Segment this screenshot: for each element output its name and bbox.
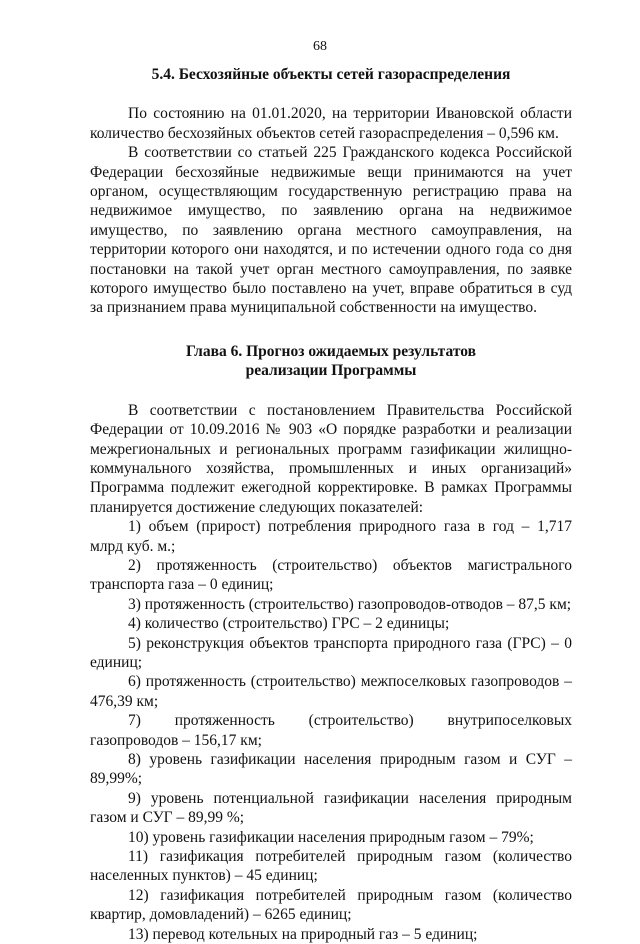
list-item: 9) уровень потенциальной газификации населения природным газом и СУГ – 89,99 %; [90, 789, 572, 827]
list-item: 8) уровень газификации населения природным газом и СУГ – 89,99%; [90, 751, 572, 788]
paragraph: По состоянию на 01.01.2020, на территории Ивановской области количество бесхозяйных объектов сетей газораспределения – 0,596 км. [90, 105, 572, 142]
list-item: 11) газификация потребителей природным газом (количество населенных пунктов) – 45 единиц; [90, 848, 572, 885]
list-item: 3) протяженность (строительство) газопроводов-отводов – 87,5 км; [128, 595, 572, 613]
list-item: 12) газификация потребителей природным газом (количество квартир, домовладений) – 6265 единиц; [90, 886, 572, 924]
list-item: 6) протяженность (строительство) межпоселковых газопроводов – 476,39 км; [90, 673, 572, 710]
list-item: 2) протяженность (строительство) объектов магистрального транспорта газа – 0 единиц; [90, 556, 572, 594]
page-content [90, 58, 572, 944]
section-title: 5.4. Бесхозяйные объекты сетей газораспределения [151, 66, 511, 83]
chapter-title-line-2: реализации Программы [245, 362, 417, 380]
list-item: 1) объем (прирост) потребления природного газа в год – 1,717 млрд куб. м.; [90, 518, 572, 555]
paragraph: В соответствии с постановлением Правительства Российской Федерации от 10.09.2016 № 903 «О порядке разработки и реализации межрегиональных и региональных программ газификации жилищно-коммунального хозяйства, промышленных и иных организаций» Программа подлежит ежегодной корректировке. В рамках Программы планируется достижение следующих показателей: [90, 401, 572, 516]
paragraph: В соответствии со статьей 225 Гражданского кодекса Российской Федерации бесхозяйные недвижимые вещи принимаются на учет органом, осуществляющим государственную регистрацию права на недвижимое имущество, по заявлению органа на недвижимое имущество, по заявлению органа местного самоуправления, на территории которого они находятся, и по истечении одного года со дня постановки на такой учет орган местного самоуправления, по заявке которого имущество было поставлено на учет, вправе обратиться в суд за признанием права муниципальной собственности на имущество. [90, 144, 572, 317]
page-number: 68 [313, 39, 327, 54]
chapter-title-line-1: Глава 6. Прогноз ожидаемых результатов [186, 342, 476, 360]
list-item: 13) перевод котельных на природный газ – 5 единиц; [128, 925, 478, 943]
list-item: 4) количество (строительство) ГРС – 2 единицы; [128, 615, 450, 633]
list-item: 10) уровень газификации населения природным газом – 79%; [128, 828, 534, 846]
chapter-title [90, 342, 572, 381]
list-item: 7) протяженность (строительство) внутрипоселковых газопроводов – 156,17 км; [90, 712, 572, 749]
indicator-list [90, 517, 572, 944]
list-item: 5) реконструкция объектов транспорта природного газа (ГРС) – 0 единиц; [90, 634, 572, 671]
